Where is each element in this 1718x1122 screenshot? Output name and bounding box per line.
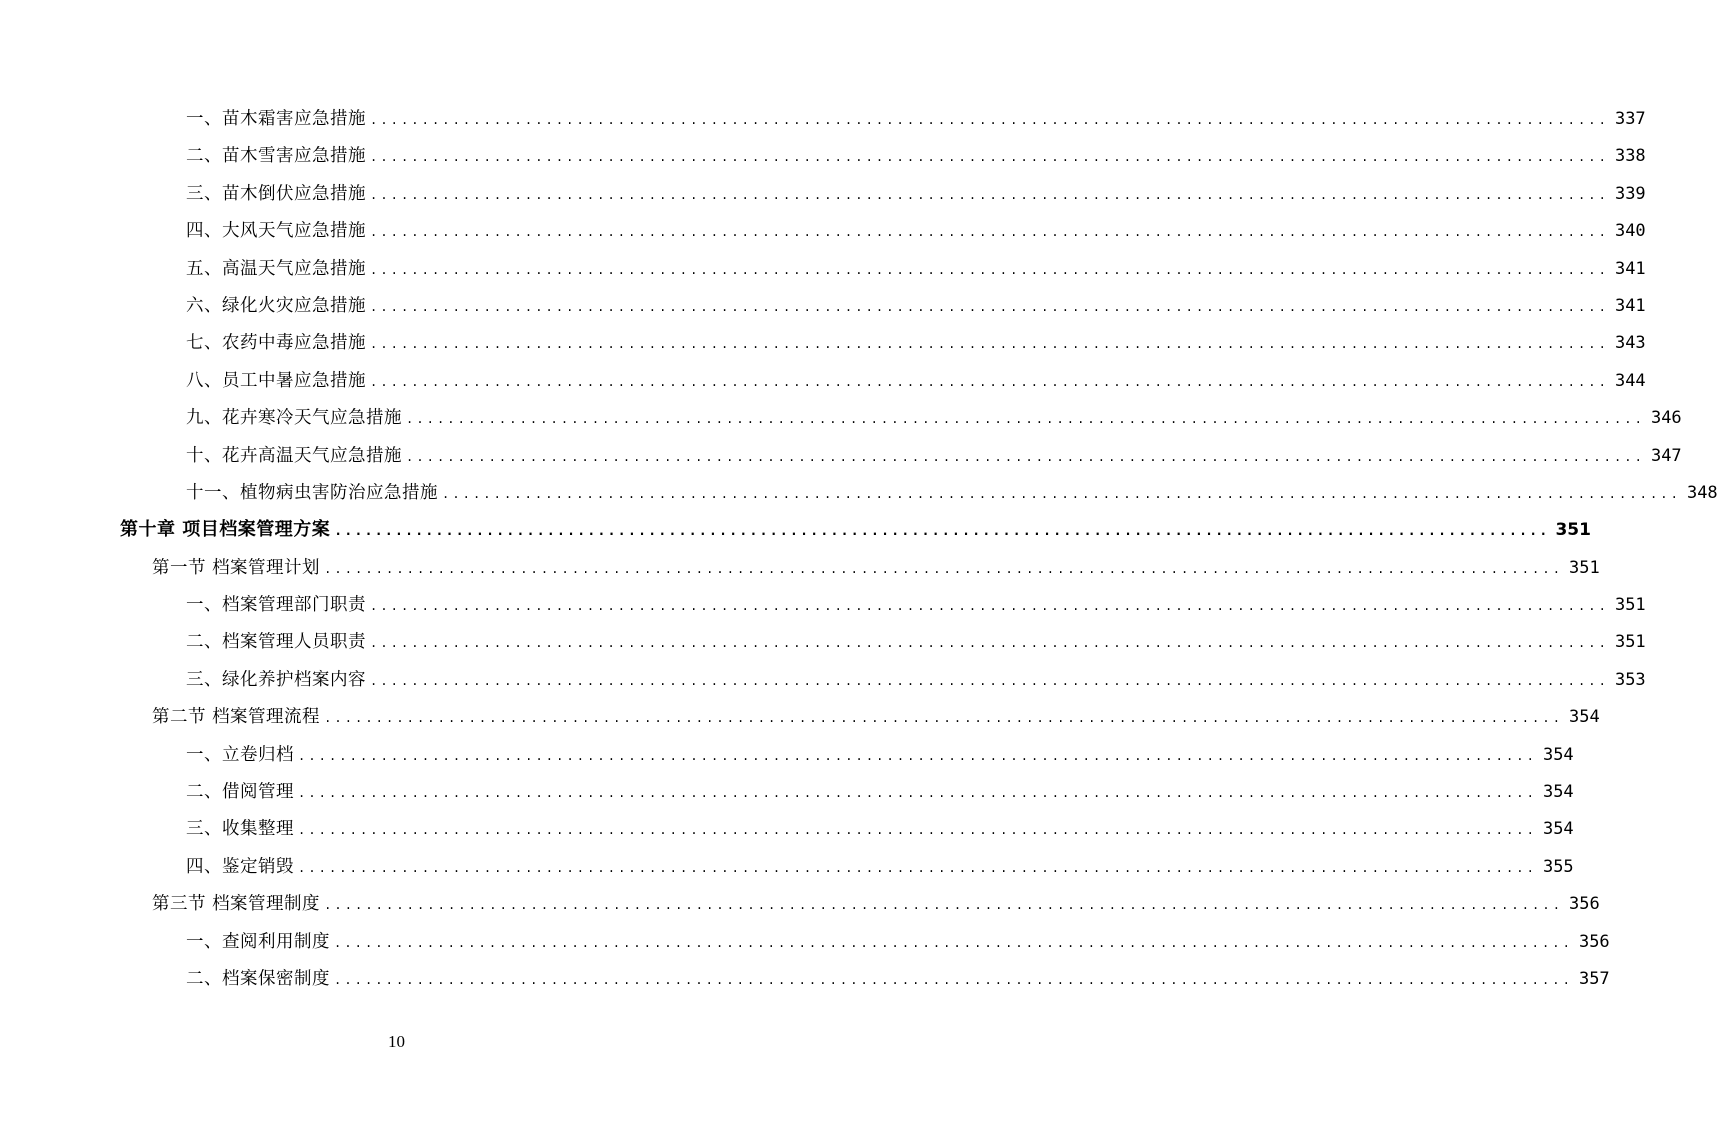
toc-dot-leader: ........................................................................................................................ <box>370 225 1609 240</box>
toc-entry-page-number: 341 <box>1614 258 1646 279</box>
toc-entry-line <box>186 144 1646 169</box>
toc-entry-line <box>186 331 1646 356</box>
toc-section-entry[interactable] <box>0 885 1600 922</box>
page-number: 10 <box>388 1032 405 1051</box>
toc-entry-line <box>186 780 1574 805</box>
toc-dot-leader: ........................................................................................................................ <box>334 524 1550 540</box>
toc-entry-page-number: 344 <box>1614 370 1646 391</box>
toc-entry-title: 三、收集整理 <box>186 819 294 840</box>
toc-item-entry[interactable] <box>0 437 1682 474</box>
toc-dot-leader: ........................................................................................................................ <box>370 599 1609 614</box>
toc-entry-page-number: 338 <box>1614 146 1646 167</box>
toc-entry-line <box>152 892 1600 917</box>
toc-item-entry[interactable] <box>0 250 1646 287</box>
toc-entry-title: 三、苗木倒伏应急措施 <box>186 183 366 204</box>
toc-entry-page-number: 351 <box>1555 520 1591 541</box>
toc-entry-page-number: 354 <box>1569 707 1600 728</box>
toc-entry-title: 第一节 档案管理计划 <box>152 557 321 578</box>
toc-dot-leader: ........................................................................................................................ <box>298 748 1537 763</box>
toc-entry-page-number: 354 <box>1542 782 1574 803</box>
toc-dot-leader: ........................................................................................................................ <box>298 823 1537 838</box>
toc-entry-line <box>186 967 1610 992</box>
toc-entry-line <box>186 369 1646 394</box>
toc-dot-leader: ........................................................................................................................ <box>298 786 1537 801</box>
toc-entry-line <box>186 817 1574 842</box>
toc-item-entry[interactable] <box>0 773 1574 810</box>
toc-chapter-entry[interactable] <box>0 511 1591 548</box>
toc-entry-page-number: 339 <box>1614 183 1646 204</box>
toc-entry-line <box>186 294 1646 319</box>
toc-entry-page-number: 337 <box>1614 109 1646 129</box>
toc-entry-title: 二、档案管理人员职责 <box>186 632 366 653</box>
toc-section-entry[interactable] <box>0 549 1600 586</box>
toc-entry-page-number: 347 <box>1650 445 1682 466</box>
toc-item-entry[interactable] <box>0 736 1574 773</box>
toc-dot-leader: ........................................................................................................................ <box>324 561 1564 576</box>
toc-dot-leader: ........................................................................................................................ <box>370 299 1609 314</box>
toc-item-entry[interactable] <box>0 923 1610 960</box>
toc-dot-leader: ........................................................................................................................ <box>334 935 1573 950</box>
toc-entry-title: 第十章 项目档案管理方案 <box>120 519 331 541</box>
toc-item-entry[interactable] <box>0 661 1646 698</box>
toc-entry-line <box>186 406 1682 431</box>
toc-entry-title: 十、花卉高温天气应急措施 <box>186 445 402 466</box>
toc-section-entry[interactable] <box>0 698 1600 735</box>
toc-entry-page-number: 351 <box>1569 557 1600 578</box>
toc-item-entry[interactable] <box>0 810 1574 847</box>
toc-entry-page-number: 357 <box>1578 968 1610 989</box>
toc-entry-page-number: 353 <box>1614 669 1646 690</box>
toc-entry-page-number: 354 <box>1542 819 1574 840</box>
toc-dot-leader: ........................................................................................................................ <box>442 486 1681 501</box>
toc-dot-leader: ........................................................................................................................ <box>370 636 1609 651</box>
toc-entry-page-number: 356 <box>1578 931 1610 952</box>
toc-item-entry[interactable] <box>0 287 1646 324</box>
toc-entry-line <box>186 257 1646 282</box>
toc-entry-title: 九、花卉寒冷天气应急措施 <box>186 408 402 429</box>
toc-entry-line <box>186 630 1646 655</box>
toc-entry-title: 一、档案管理部门职责 <box>186 595 366 616</box>
toc-dot-leader: ........................................................................................................................ <box>370 673 1609 688</box>
toc-dot-leader: ........................................................................................................................ <box>370 374 1609 389</box>
toc-entry-title: 七、农药中毒应急措施 <box>186 333 366 354</box>
toc-dot-leader: ........................................................................................................................ <box>298 860 1537 875</box>
toc-item-entry[interactable] <box>0 175 1646 212</box>
toc-entry-line <box>186 930 1610 955</box>
toc-entry-title: 十一、植物病虫害防治应急措施 <box>186 482 438 503</box>
toc-dot-leader: ........................................................................................................................ <box>370 113 1609 127</box>
toc-entry-page-number: 346 <box>1650 408 1682 429</box>
toc-dot-leader: ........................................................................................................................ <box>370 150 1609 165</box>
toc-item-entry[interactable] <box>0 474 1718 511</box>
toc-entry-title: 二、档案保密制度 <box>186 968 330 989</box>
toc-item-entry[interactable] <box>0 137 1646 174</box>
toc-entry-title: 四、大风天气应急措施 <box>186 221 366 242</box>
toc-entry-line <box>186 481 1718 506</box>
toc-entry-page-number: 340 <box>1614 221 1646 242</box>
toc-entry-title: 八、员工中暑应急措施 <box>186 370 366 391</box>
toc-item-entry[interactable] <box>0 100 1646 137</box>
toc-dot-leader: ........................................................................................................................ <box>406 449 1645 464</box>
toc-entry-line <box>186 668 1646 693</box>
toc-entry-title: 一、苗木霜害应急措施 <box>186 109 366 129</box>
toc-entry-page-number: 341 <box>1614 295 1646 316</box>
toc-entry-line <box>186 855 1574 880</box>
toc-entry-page-number: 348 <box>1686 482 1718 503</box>
toc-entry-line <box>186 182 1646 207</box>
toc-item-entry[interactable] <box>0 623 1646 660</box>
toc-entry-page-number: 355 <box>1542 856 1574 877</box>
toc-entry-line <box>152 556 1600 581</box>
toc-item-entry[interactable] <box>0 586 1646 623</box>
toc-entry-line <box>152 705 1600 730</box>
toc-entry-title: 一、立卷归档 <box>186 744 294 765</box>
toc-entry-line <box>186 743 1574 768</box>
toc-item-entry[interactable] <box>0 960 1610 997</box>
toc-dot-leader: ........................................................................................................................ <box>334 972 1573 987</box>
toc-item-entry[interactable] <box>0 399 1682 436</box>
toc-entry-title: 一、查阅利用制度 <box>186 931 330 952</box>
toc-entry-line <box>186 593 1646 618</box>
toc-entry-title: 二、苗木雪害应急措施 <box>186 146 366 167</box>
toc-dot-leader: ........................................................................................................................ <box>406 412 1645 427</box>
toc-dot-leader: ........................................................................................................................ <box>370 187 1609 202</box>
toc-item-entry[interactable] <box>0 324 1646 361</box>
toc-entry-title: 第二节 档案管理流程 <box>152 707 321 728</box>
toc-entry-page-number: 343 <box>1614 333 1646 354</box>
toc-item-entry[interactable] <box>0 212 1646 249</box>
toc-entry-title: 第三节 档案管理制度 <box>152 894 321 915</box>
toc-entry-line <box>120 518 1591 544</box>
toc-entry-line <box>186 219 1646 244</box>
toc-entry-page-number: 351 <box>1614 632 1646 653</box>
toc-entry-page-number: 354 <box>1542 744 1574 765</box>
toc-dot-leader: ........................................................................................................................ <box>324 898 1564 913</box>
toc-item-entry[interactable] <box>0 362 1646 399</box>
toc-entry-title: 二、借阅管理 <box>186 782 294 803</box>
toc-entry-title: 六、绿化火灾应急措施 <box>186 295 366 316</box>
toc-dot-leader: ........................................................................................................................ <box>370 337 1609 352</box>
toc-item-entry[interactable] <box>0 848 1574 885</box>
table-of-contents <box>0 100 1718 997</box>
toc-dot-leader: ........................................................................................................................ <box>324 711 1564 726</box>
toc-entry-page-number: 351 <box>1614 595 1646 616</box>
toc-entry-page-number: 356 <box>1569 894 1600 915</box>
toc-dot-leader: ........................................................................................................................ <box>370 262 1609 277</box>
toc-entry-title: 四、鉴定销毁 <box>186 856 294 877</box>
toc-entry-line <box>186 107 1646 132</box>
toc-entry-line <box>186 444 1682 469</box>
toc-entry-title: 三、绿化养护档案内容 <box>186 669 366 690</box>
toc-entry-title: 五、高温天气应急措施 <box>186 258 366 279</box>
